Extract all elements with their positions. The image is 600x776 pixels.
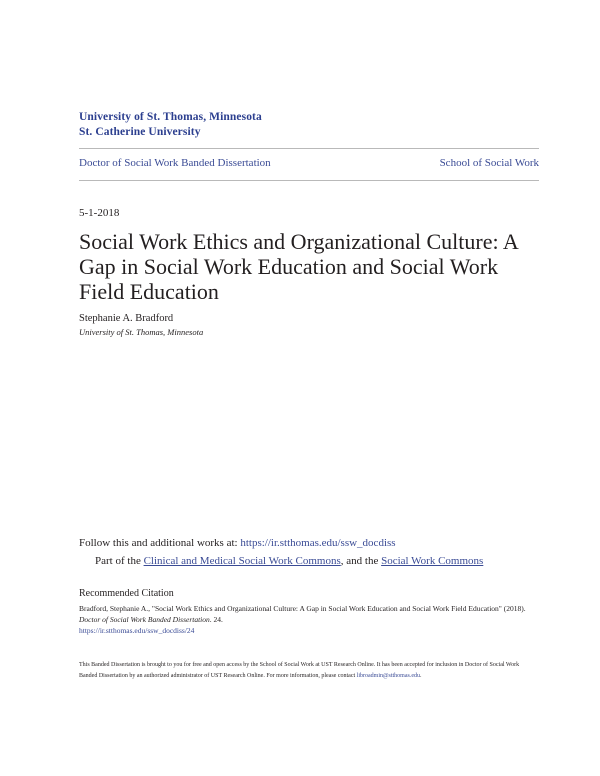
clinical-commons-link[interactable]: Clinical and Medical Social Work Commons bbox=[143, 555, 341, 567]
institution-name: University of St. Thomas, Minnesota bbox=[79, 111, 262, 123]
citation-series: Doctor of Social Work Banded Dissertation bbox=[79, 615, 210, 624]
author-affiliation: University of St. Thomas, Minnesota bbox=[79, 327, 204, 337]
contact-email-link[interactable]: libroadmin@stthomas.edu bbox=[356, 672, 421, 679]
citation-number: . 24. bbox=[209, 615, 223, 624]
school-link[interactable]: School of Social Work bbox=[439, 157, 539, 169]
part-of-connector: , and the bbox=[340, 555, 382, 567]
collection-link[interactable]: Doctor of Social Work Banded Dissertation bbox=[79, 157, 271, 169]
institution-name-secondary: St. Catherine University bbox=[79, 126, 201, 138]
citation-body: Bradford, Stephanie A., "Social Work Ethics and Organizational Culture: A Gap in Social Work Education and Social Work Field Education" (2018). bbox=[79, 604, 526, 613]
citation-text bbox=[79, 603, 534, 636]
social-work-commons-link[interactable]: Social Work Commons bbox=[381, 555, 484, 567]
access-statement-end: . bbox=[420, 672, 422, 679]
author-name: Stephanie A. Bradford bbox=[79, 313, 174, 324]
document-title: Social Work Ethics and Organizational Culture: A Gap in Social Work Education and Social Work Field Education bbox=[79, 229, 518, 304]
top-divider bbox=[79, 148, 539, 149]
access-statement-text: This Banded Dissertation is brought to you for free and open access by the School of Social Work at UST Research Online. It has been accepted for inclusion in Doctor of Social Work Banded Dissertation by an authorized administrator of UST Research Online. For more information, please contact bbox=[79, 662, 520, 679]
bottom-divider bbox=[79, 180, 539, 181]
part-of-prefix: Part of the bbox=[95, 555, 144, 567]
recommended-citation-heading: Recommended Citation bbox=[79, 588, 174, 599]
access-statement bbox=[79, 660, 534, 681]
publication-date: 5-1-2018 bbox=[79, 207, 120, 219]
repository-link[interactable]: https://ir.stthomas.edu/ssw_docdiss bbox=[240, 537, 396, 549]
part-of-line bbox=[95, 555, 483, 567]
follow-line bbox=[79, 537, 396, 549]
citation-link[interactable]: https://ir.stthomas.edu/ssw_docdiss/24 bbox=[79, 626, 195, 635]
follow-prefix: Follow this and additional works at: bbox=[79, 537, 241, 549]
